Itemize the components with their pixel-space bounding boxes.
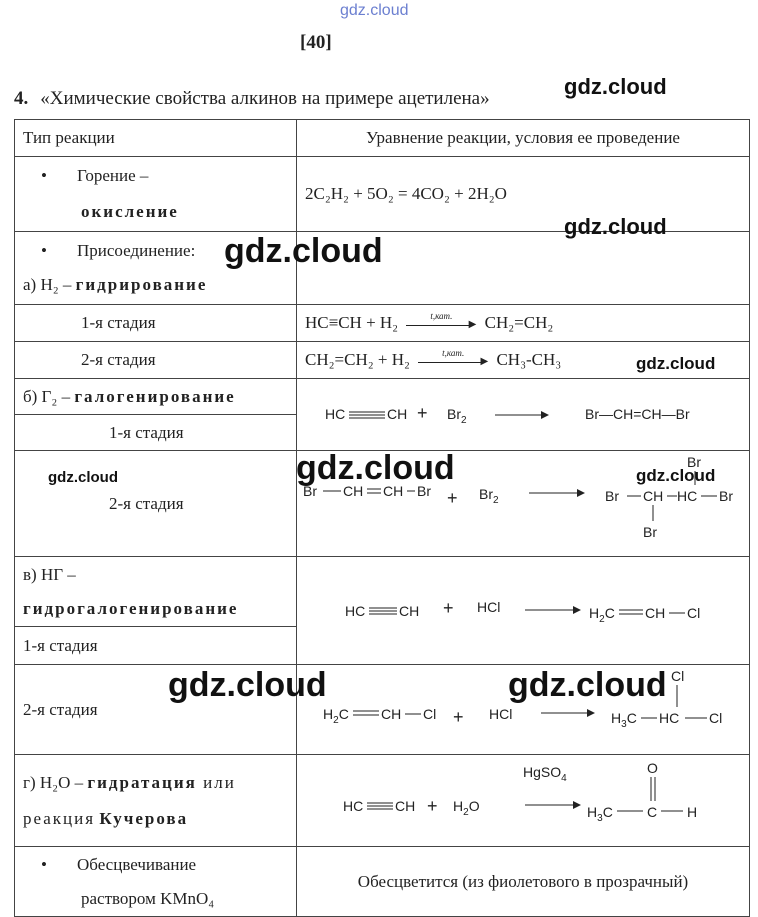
- halogenation-stage2-label: 2-я стадия: [15, 451, 297, 557]
- header-reaction-type: Тип реакции: [15, 120, 297, 157]
- hydrohalogenation-stage1-equation: [297, 557, 750, 665]
- halogenation-stage1-scheme: [305, 382, 745, 442]
- svg-text:HC: HC: [345, 603, 366, 619]
- svg-text:CH: CH: [399, 603, 420, 619]
- svg-text:Br2: $Br_2$: [479, 486, 499, 506]
- svg-text:HC: HC: [325, 406, 346, 422]
- svg-text:HC: HC: [659, 710, 680, 726]
- svg-text:Br: Br: [303, 483, 317, 499]
- combustion-equation: 2C₂H₂ + 5O₂ = 4CO₂ + 2H₂O: [297, 157, 750, 232]
- combustion-label: [15, 157, 297, 232]
- decolor-result: Обесцветится (из фиолетового в прозрачный): [297, 847, 750, 917]
- svg-text:H: H: [687, 804, 698, 820]
- task-heading: [14, 88, 490, 110]
- table-header-row: [15, 120, 750, 157]
- svg-text:CH: CH: [343, 483, 364, 499]
- page-number: [40]: [300, 32, 332, 53]
- combustion-line2: окисление: [81, 202, 179, 221]
- task-number: 4.: [14, 88, 29, 109]
- svg-text:HgSO4: HgSO$_4$: [523, 764, 567, 784]
- watermark-1: gdz.cloud: [564, 74, 667, 99]
- svg-text:Br: Br: [643, 524, 657, 540]
- hydrogenation-stage2-equation: CH₂=CH₂ + H₂ t,кат. ▶ CH₃-CH₃: [297, 342, 750, 379]
- hydration-label: г) H₂O – гидратация или реакция Кучерова: [15, 755, 297, 847]
- halogenation-label: б) Г₂ – галогенирование: [15, 379, 297, 415]
- watermark-3: gdz.cloud: [224, 232, 383, 270]
- svg-text:H2O: $H_2O$: [453, 798, 480, 818]
- hydrohalogenation-stage1-scheme: [297, 558, 747, 658]
- svg-text:HC: HC: [677, 488, 698, 504]
- watermark-top: gdz.cloud: [340, 2, 409, 19]
- svg-text:+: +: [417, 403, 428, 423]
- svg-text:+: +: [453, 707, 464, 727]
- hydrohalogenation-label: в) HГ – гидрогалогенирование: [15, 557, 297, 627]
- svg-text:+: +: [447, 488, 458, 508]
- svg-text:Br: Br: [687, 454, 701, 470]
- svg-text:CH: CH: [395, 798, 416, 814]
- row-hydration: [15, 755, 750, 847]
- svg-text:Br: Br: [719, 488, 733, 504]
- watermark-5: gdz.cloud: [296, 449, 455, 487]
- svg-text:H2C: $H_2C$: [589, 605, 615, 625]
- svg-text:C: C: [647, 804, 658, 820]
- reagent-br2: $Br_2$: [447, 406, 467, 426]
- svg-text:H3C: $H_3C$: [611, 710, 637, 730]
- row-decolor: [15, 847, 750, 917]
- watermark-2: gdz.cloud: [564, 214, 667, 239]
- svg-text:Cl: Cl: [687, 605, 701, 621]
- header-equation: Уравнение реакции, условия ее проведение: [297, 120, 750, 157]
- combustion-line1: • Горение –: [23, 158, 288, 194]
- svg-text:Cl: Cl: [709, 710, 723, 726]
- svg-text:Br: Br: [417, 483, 431, 499]
- svg-text:CH: CH: [381, 706, 402, 722]
- svg-text:+: +: [427, 796, 438, 816]
- row-hydrohalogenation: [15, 557, 750, 627]
- row-halogenation: [15, 379, 750, 415]
- svg-text:Cl: Cl: [423, 706, 437, 722]
- hydrogenation-stage1-label: 1-я стадия: [15, 305, 297, 342]
- watermark-9: gdz.cloud: [508, 666, 667, 704]
- svg-text:+: +: [443, 598, 454, 618]
- decolor-label: • Обесцвечивание раствором KMnO₄: [15, 847, 297, 917]
- svg-text:CH: CH: [645, 605, 666, 621]
- hydrogenation-stage2-label: 2-я стадия: [15, 342, 297, 379]
- svg-text:Br—CH=CH—Br: Br—CH=CH—Br: [585, 406, 690, 422]
- svg-text:O: O: [647, 760, 658, 776]
- svg-text:H2C: $H_2C$: [323, 706, 349, 726]
- reaction-arrow: t,кат. ▶: [406, 317, 476, 331]
- hydration-equation: [297, 755, 750, 847]
- hydration-scheme: [297, 755, 747, 841]
- svg-text:CH: CH: [383, 483, 404, 499]
- svg-text:Cl: Cl: [671, 668, 685, 684]
- watermark-8: gdz.cloud: [168, 666, 327, 704]
- svg-text:HCl: HCl: [489, 706, 513, 722]
- task-title: «Химические свойства алкинов на примере ацетилена»: [40, 88, 490, 109]
- halogenation-stage1-equation: [297, 379, 750, 451]
- reaction-arrow: t,кат. ▶: [418, 354, 488, 368]
- svg-text:CH: CH: [387, 406, 408, 422]
- hydrogenation-label: а) H₂ – гидрирование: [23, 275, 208, 294]
- watermark-4: gdz.cloud: [636, 354, 716, 373]
- hydrogenation-stage1-equation: HC≡CH + H₂ t,кат. ▶ CH₂=CH₂: [297, 305, 750, 342]
- watermark-7: gdz.cloud: [636, 466, 716, 485]
- svg-text:H3C: $H_3C$: [587, 804, 613, 824]
- svg-text:HC: HC: [343, 798, 364, 814]
- addition-title: • Присоединение:: [23, 234, 288, 268]
- halogenation-stage1-label: 1-я стадия: [15, 415, 297, 451]
- svg-text:HCl: HCl: [477, 599, 501, 615]
- row-hydrogenation-stage1: [15, 305, 750, 342]
- svg-text:Br: Br: [605, 488, 619, 504]
- hydrohalogenation-stage1-label: 1-я стадия: [15, 627, 297, 665]
- svg-text:CH: CH: [643, 488, 664, 504]
- watermark-6: gdz.cloud: [48, 469, 118, 486]
- hydrohalogenation-stage2-label: 2-я стадия: [15, 665, 297, 755]
